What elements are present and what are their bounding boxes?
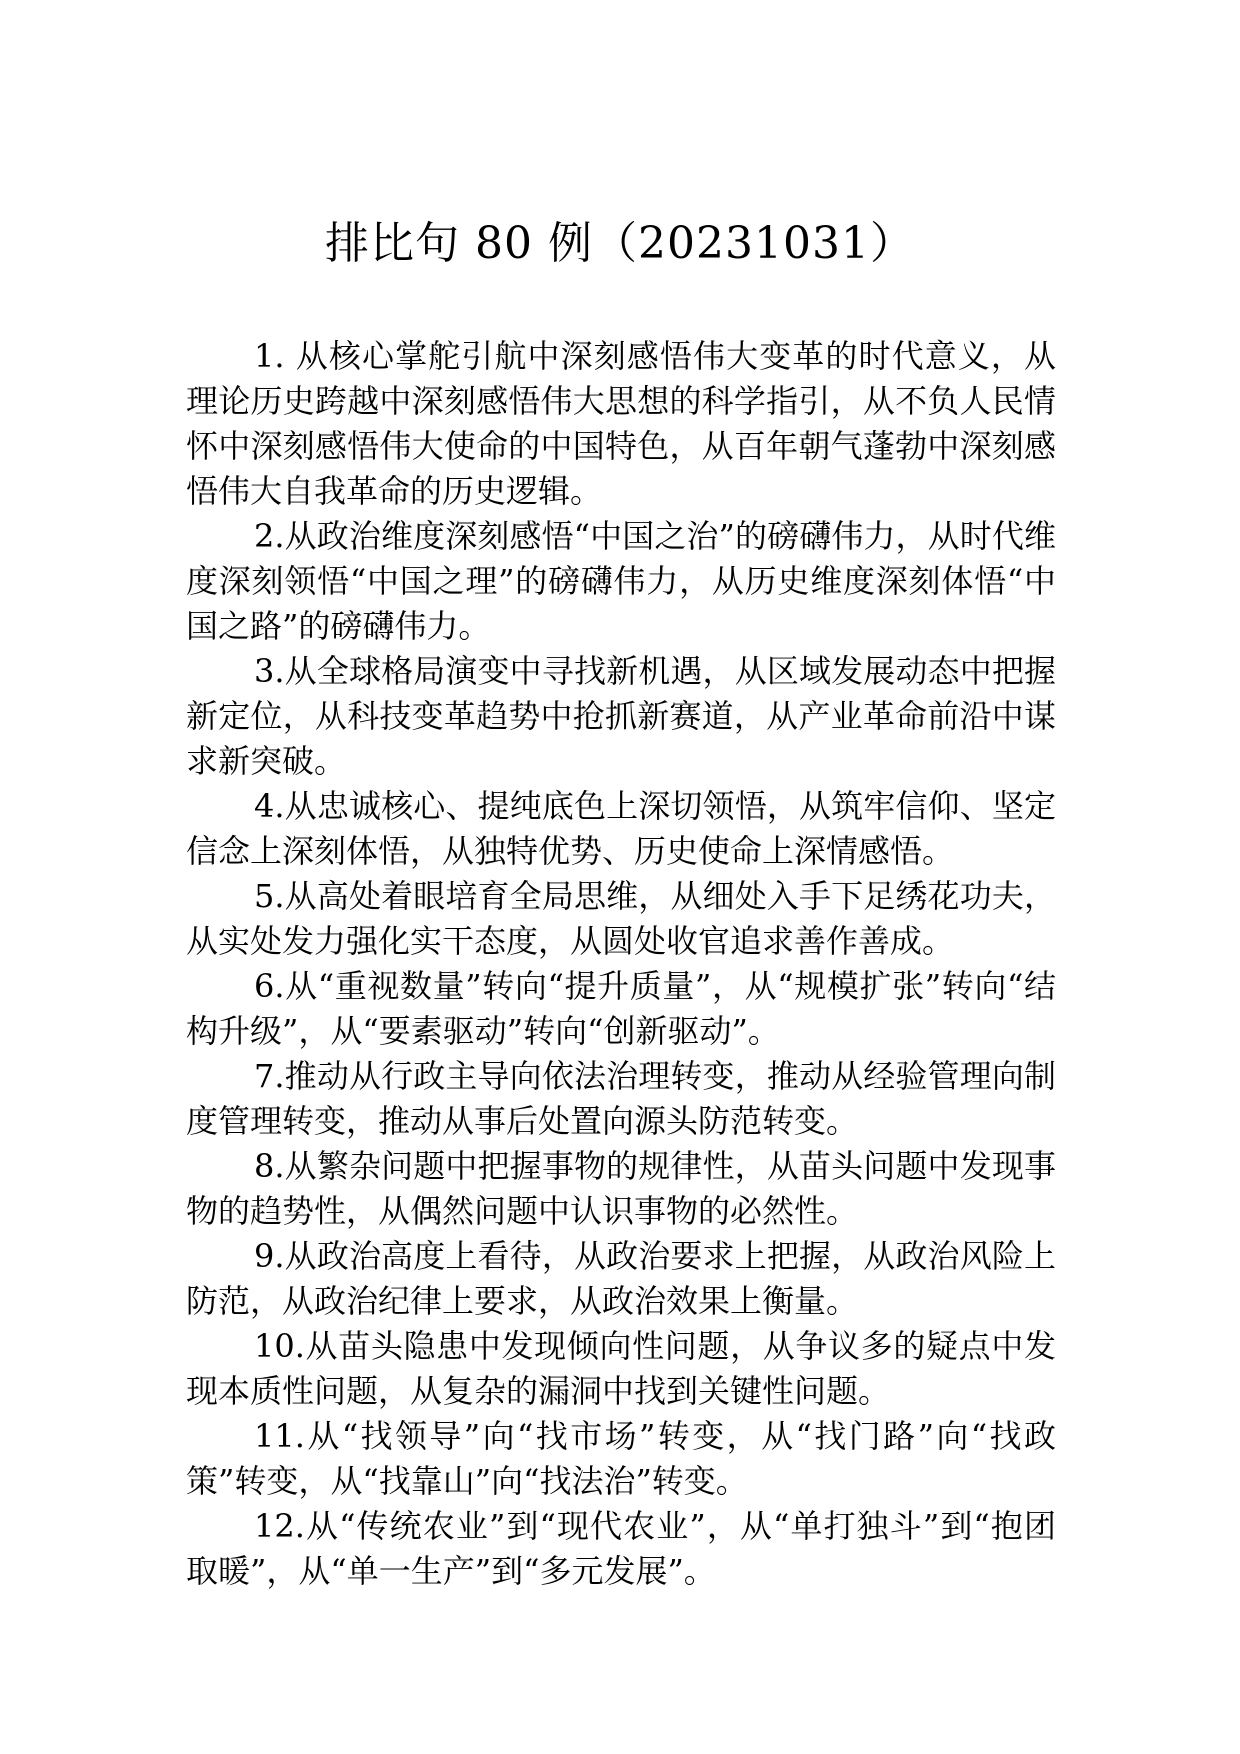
- paragraph-3: 3.从全球格局演变中寻找新机遇，从区域发展动态中把握新定位，从科技变革趋势中抢抓新赛道，从产业革命前沿中谋求新突破。: [186, 652, 1056, 780]
- paragraph-10: 10.从苗头隐患中发现倾向性问题，从争议多的疑点中发现本质性问题，从复杂的漏洞中找到关键性问题。: [186, 1327, 1056, 1410]
- paragraph-6: 6.从“重视数量”转向“提升质量”，从“规模扩张”转向“结构升级”，从“要素驱动”转向“创新驱动”。: [186, 967, 1056, 1050]
- paragraph-7: 7.推动从行政主导向依法治理转变，推动从经验管理向制度管理转变，推动从事后处置向源头防范转变。: [186, 1057, 1056, 1140]
- paragraph-1: 1. 从核心掌舵引航中深刻感悟伟大变革的时代意义，从理论历史跨越中深刻感悟伟大思想的科学指引，从不负人民情怀中深刻感悟伟大使命的中国特色，从百年朝气蓬勃中深刻感悟伟大自我革命的历史逻辑。: [186, 337, 1056, 510]
- document-title: 排比句 80 例（20231031）: [325, 218, 915, 269]
- paragraph-5: 5.从高处着眼培育全局思维，从细处入手下足绣花功夫，从实处发力强化实干态度，从圆处收官追求善作善成。: [186, 877, 1056, 960]
- paragraph-9: 9.从政治高度上看待，从政治要求上把握，从政治风险上防范，从政治纪律上要求，从政治效果上衡量。: [186, 1237, 1056, 1320]
- paragraph-12: 12.从“传统农业”到“现代农业”，从“单打独斗”到“抱团取暖”，从“单一生产”到“多元发展”。: [186, 1507, 1056, 1590]
- paragraph-4: 4.从忠诚核心、提纯底色上深切领悟，从筑牢信仰、坚定信念上深刻体悟，从独特优势、历史使命上深情感悟。: [186, 787, 1056, 870]
- paragraph-2: 2.从政治维度深刻感悟“中国之治”的磅礴伟力，从时代维度深刻领悟“中国之理”的磅礴伟力，从历史维度深刻体悟“中国之路”的磅礴伟力。: [186, 517, 1056, 645]
- paragraph-8: 8.从繁杂问题中把握事物的规律性，从苗头问题中发现事物的趋势性，从偶然问题中认识事物的必然性。: [186, 1147, 1056, 1230]
- paragraph-11: 11.从“找领导”向“找市场”转变，从“找门路”向“找政策”转变，从“找靠山”向“找法治”转变。: [186, 1417, 1056, 1500]
- document-body: [186, 334, 1056, 1594]
